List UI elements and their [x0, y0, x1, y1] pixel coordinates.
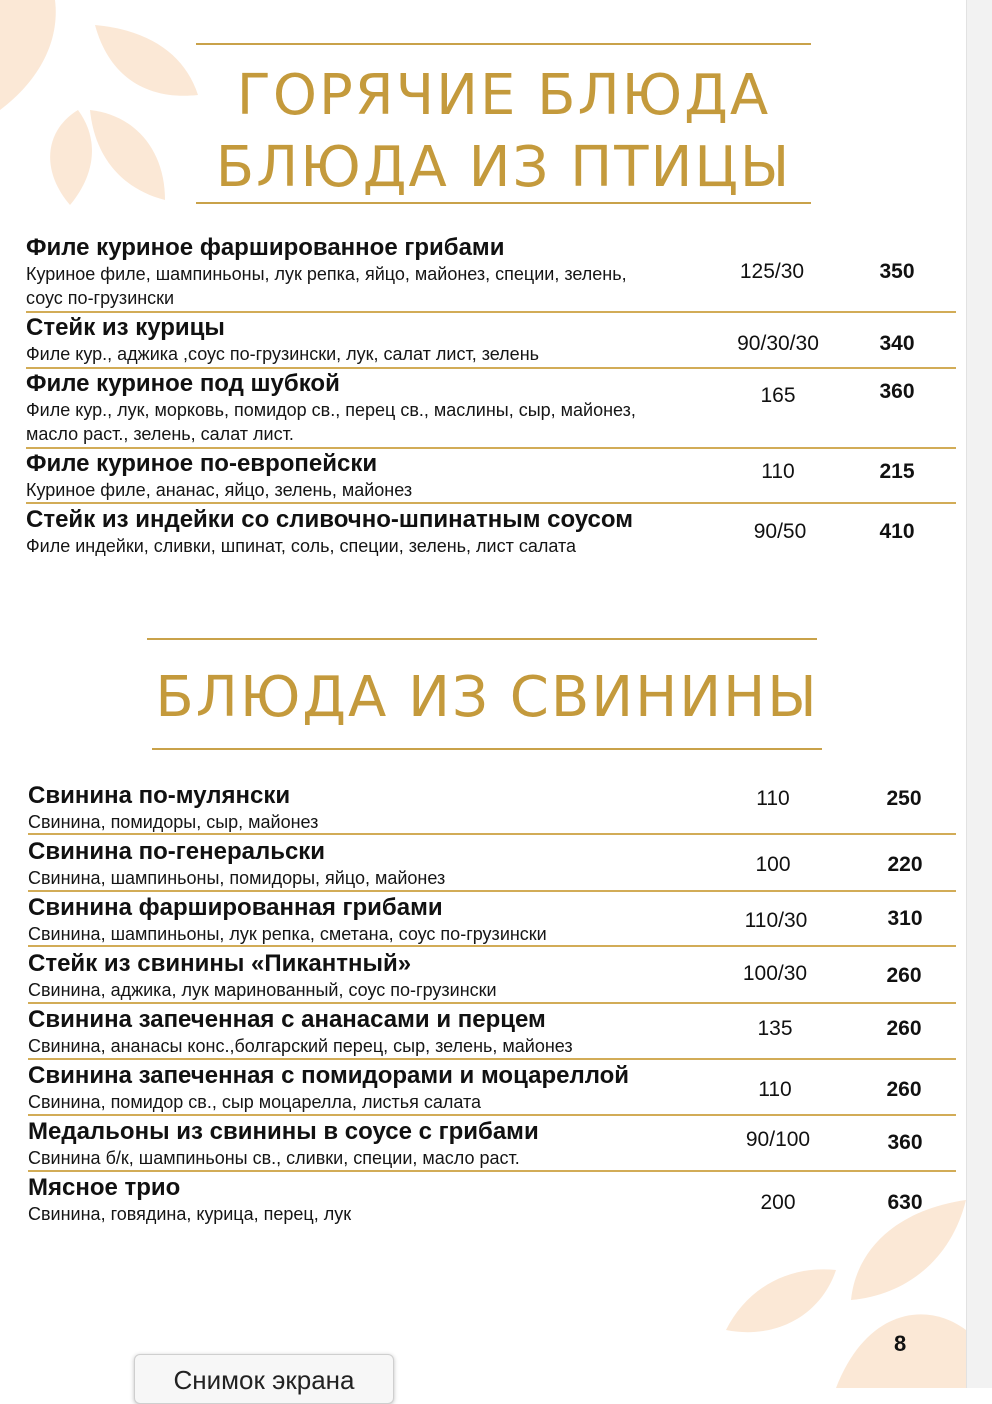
- row-divider: [28, 1114, 956, 1116]
- dish-price: 260: [886, 1078, 922, 1101]
- dish-weight: 90/30/30: [737, 332, 819, 355]
- dish-weight: 165: [760, 384, 796, 407]
- dish-weight: 135: [757, 1017, 793, 1040]
- dish-name: Стейк из свинины «Пикантный»: [28, 950, 412, 977]
- dish-name: Филе куриное по-европейски: [26, 450, 378, 477]
- dish-ingredients: Свинина, говядина, курица, перец, лук: [28, 1204, 352, 1224]
- dish-price: 410: [879, 520, 915, 543]
- dish-ingredients: Свинина, аджика, лук маринованный, соус по-грузински: [28, 980, 497, 1000]
- heading-rule-top: [147, 638, 817, 640]
- row-divider: [28, 1002, 956, 1004]
- dish-ingredients: Свинина, шампиньоны, лук репка, сметана, соус по-грузински: [28, 924, 547, 944]
- dish-price: 360: [879, 380, 915, 403]
- section-title-pork: БЛЮДА ИЗ СВИНИНЫ: [155, 665, 819, 730]
- dish-price: 360: [887, 1131, 923, 1154]
- dish-price: 630: [887, 1191, 923, 1214]
- dish-name: Свинина по-мулянски: [28, 782, 291, 809]
- row-divider: [28, 1170, 956, 1172]
- dish-ingredients: Филе кур., аджика ,соус по-грузински, лук, салат лист, зелень: [26, 344, 540, 364]
- dish-weight: 90/100: [745, 1128, 811, 1151]
- row-divider: [28, 890, 956, 892]
- screenshot-tooltip[interactable]: Снимок экрана: [134, 1354, 394, 1404]
- dish-price: 220: [887, 853, 923, 876]
- dish-price: 340: [879, 332, 915, 355]
- dish-name: Мясное трио: [28, 1174, 181, 1201]
- dish-weight: 110/30: [744, 909, 808, 932]
- dish-weight: 100/30: [742, 962, 808, 985]
- dish-price: 260: [886, 964, 922, 987]
- dish-price: 310: [887, 907, 923, 930]
- heading-rule-top: [196, 43, 811, 45]
- leaf-decoration-top-left: [0, 0, 200, 210]
- dish-weight: 200: [760, 1191, 796, 1214]
- section-title-poultry: БЛЮДА ИЗ ПТИЦЫ: [215, 135, 792, 200]
- leaf-decoration-bottom-right: [726, 1190, 966, 1388]
- dish-name: Свинина запеченная с ананасами и перцем: [28, 1006, 546, 1033]
- dish-weight: 110: [758, 1078, 792, 1101]
- dish-name: Стейк из индейки со сливочно-шпинатным соусом: [26, 506, 633, 533]
- dish-ingredients: Филе кур., лук, морковь, помидор св., перец св., маслины, сыр, майонез, масло раст., зелень, салат лист.: [26, 400, 636, 444]
- dish-ingredients: Свинина, шампиньоны, помидоры, яйцо, майонез: [28, 868, 446, 888]
- row-divider: [26, 311, 956, 313]
- scrollbar-track[interactable]: [966, 0, 992, 1388]
- row-divider: [26, 367, 956, 369]
- dish-name: Стейк из курицы: [26, 314, 225, 341]
- dish-name: Свинина фаршированная грибами: [28, 894, 443, 921]
- dish-ingredients: Свинина, ананасы конс.,болгарский перец, сыр, зелень, майонез: [28, 1036, 573, 1056]
- dish-price: 215: [879, 460, 915, 483]
- heading-rule-bottom: [152, 748, 822, 750]
- dish-name: Свинина по-генеральски: [28, 838, 326, 865]
- dish-name: Медальоны из свинины в соусе с грибами: [28, 1118, 539, 1145]
- dish-weight: 90/50: [753, 520, 807, 543]
- dish-price: 250: [886, 787, 922, 810]
- row-divider: [28, 1058, 956, 1060]
- dish-ingredients: Свинина, помидоры, сыр, майонез: [28, 812, 319, 832]
- dish-name: Филе куриное под шубкой: [26, 370, 340, 397]
- dish-name: Филе куриное фаршированное грибами: [26, 234, 505, 261]
- page-number: 8: [894, 1331, 907, 1356]
- dish-weight: 125/30: [739, 260, 805, 283]
- dish-ingredients: Куриное филе, шампиньоны, лук репка, яйцо, майонез, специи, зелень, соус по-грузински: [26, 264, 627, 308]
- heading-rule-bottom: [196, 202, 811, 204]
- dish-ingredients: Свинина, помидор св., сыр моцарелла, листья салата: [28, 1092, 482, 1112]
- dish-price: 260: [886, 1017, 922, 1040]
- dish-ingredients: Куриное филе, ананас, яйцо, зелень, майонез: [26, 480, 413, 500]
- row-divider: [28, 945, 956, 947]
- row-divider: [26, 447, 956, 449]
- dish-price: 350: [879, 260, 915, 283]
- row-divider: [26, 502, 956, 504]
- dish-name: Свинина запеченная с помидорами и моцареллой: [28, 1062, 630, 1089]
- dish-weight: 110: [756, 787, 790, 810]
- dish-weight: 110: [761, 460, 795, 483]
- dish-ingredients: Свинина б/к, шампиньоны св., сливки, специи, масло раст.: [28, 1148, 520, 1168]
- dish-ingredients: Филе индейки, сливки, шпинат, соль, специи, зелень, лист салата: [26, 536, 577, 556]
- dish-weight: 100: [755, 853, 791, 876]
- row-divider: [28, 833, 956, 835]
- section-title-hot-dishes: ГОРЯЧИЕ БЛЮДА: [236, 63, 771, 128]
